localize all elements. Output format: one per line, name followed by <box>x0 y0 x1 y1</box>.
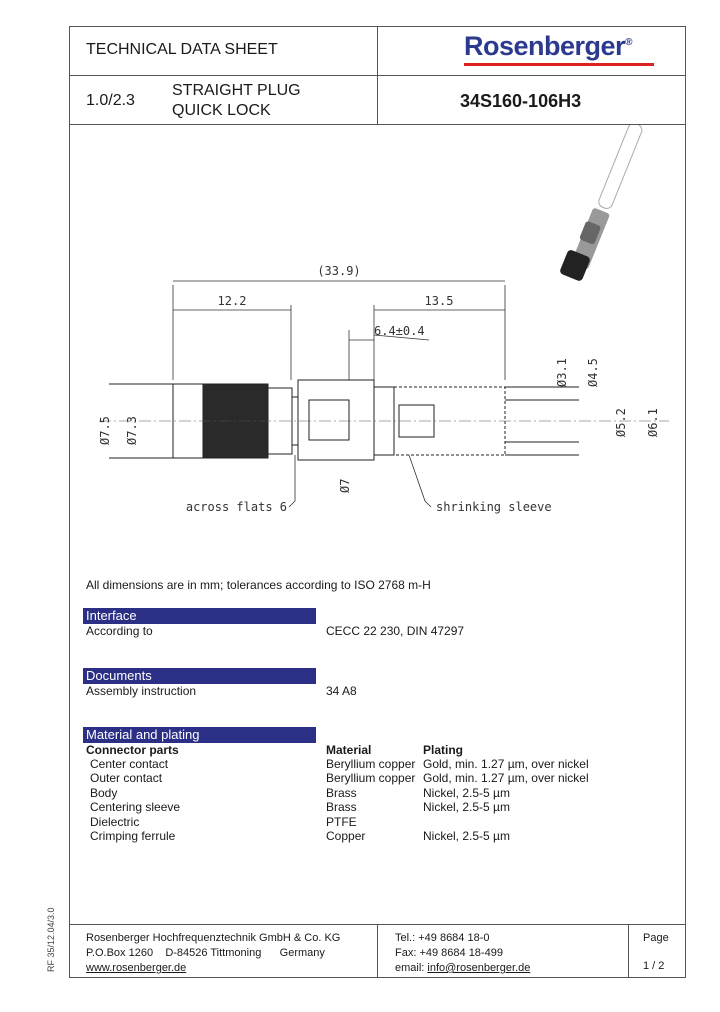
dimensions-note: All dimensions are in mm; tolerances according to ISO 2768 m-H <box>86 578 431 592</box>
page-number: 1 / 2 <box>643 960 665 972</box>
part-name: Crimping ferrule <box>90 829 176 843</box>
part-name: Body <box>90 786 118 800</box>
part-material: Beryllium copper <box>326 757 416 771</box>
product-photo <box>559 125 644 282</box>
company-address <box>86 946 340 961</box>
part-plating: Nickel, 2.5-5 µm <box>423 829 510 843</box>
connector-series: 1.0/2.3 <box>86 92 135 109</box>
footer-company <box>86 931 340 976</box>
product-name <box>172 81 301 121</box>
technical-drawing <box>69 125 686 545</box>
part-material: Beryllium copper <box>326 771 416 785</box>
website-link[interactable]: www.rosenberger.de <box>86 962 187 974</box>
col-material: Material <box>326 743 372 757</box>
side-code: RF 35/12.04/3.0 <box>46 907 56 972</box>
material-heading: Material and plating <box>83 727 316 743</box>
label-across-flats: across flats 6 <box>185 500 287 514</box>
dim-d4-5: Ø4.5 <box>586 358 600 387</box>
company-name: Rosenberger Hochfrequenztechnik GmbH & Co. KG <box>86 932 341 944</box>
part-plating: Gold, min. 1.27 µm, over nickel <box>423 757 589 771</box>
dim-d5-2: Ø5.2 <box>614 408 628 437</box>
documents-heading: Documents <box>83 668 316 684</box>
dim-left-length: 12.2 <box>217 294 247 308</box>
email-link[interactable]: info@rosenberger.de <box>427 962 531 974</box>
brand-logo <box>464 31 632 62</box>
part-plating: Nickel, 2.5-5 µm <box>423 800 510 814</box>
footer-page-divider <box>628 924 629 978</box>
dim-right-length: 13.5 <box>424 294 454 308</box>
dim-d3-1: Ø3.1 <box>555 358 569 387</box>
po-box: P.O.Box 1260 <box>86 947 154 959</box>
dim-strip-length: 6.4±0.4 <box>374 324 425 338</box>
documents-value: 34 A8 <box>326 684 357 698</box>
brand-registered-mark: ® <box>625 37 632 48</box>
fax: Fax: +49 8684 18-499 <box>395 947 503 959</box>
city: D-84526 Tittmoning <box>165 947 262 959</box>
part-name: Center contact <box>90 757 169 771</box>
part-material: PTFE <box>326 815 357 829</box>
doc-title: TECHNICAL DATA SHEET <box>86 41 278 58</box>
footer-contact <box>395 931 530 976</box>
dim-d7: Ø7 <box>338 478 352 493</box>
dim-overall: (33.9) <box>317 264 361 278</box>
page-label: Page <box>643 932 669 944</box>
connector-outline <box>109 380 579 460</box>
footer-column-divider <box>377 924 378 978</box>
part-plating: Gold, min. 1.27 µm, over nickel <box>423 771 589 785</box>
brand-name: Rosenberger <box>464 31 626 61</box>
part-material: Brass <box>326 800 357 814</box>
telephone: Tel.: +49 8684 18-0 <box>395 932 490 944</box>
col-plating: Plating <box>423 743 464 757</box>
documents-label: Assembly instruction <box>86 684 197 698</box>
product-line-2: QUICK LOCK <box>172 102 271 119</box>
part-number: 34S160-106H3 <box>460 91 582 111</box>
dim-d7-5: Ø7.5 <box>98 416 112 445</box>
header-column-divider <box>377 26 378 124</box>
col-connector-parts: Connector parts <box>86 743 179 757</box>
interface-heading: Interface <box>83 608 316 624</box>
interface-value: CECC 22 230, DIN 47297 <box>326 624 465 638</box>
part-name: Centering sleeve <box>90 800 181 814</box>
label-shrinking-sleeve: shrinking sleeve <box>436 500 552 514</box>
part-material: Brass <box>326 786 357 800</box>
dim-d6-1: Ø6.1 <box>646 408 660 437</box>
dim-d7-3: Ø7.3 <box>125 416 139 445</box>
email-label: email: <box>395 962 425 974</box>
interface-label: According to <box>86 624 153 638</box>
brand-underline <box>464 63 654 66</box>
product-line-1: STRAIGHT PLUG <box>172 82 301 99</box>
part-plating: Nickel, 2.5-5 µm <box>423 786 510 800</box>
callout-lines <box>289 455 431 507</box>
part-name: Dielectric <box>90 815 140 829</box>
part-material: Copper <box>326 829 366 843</box>
part-name: Outer contact <box>90 771 163 785</box>
country: Germany <box>279 947 325 959</box>
